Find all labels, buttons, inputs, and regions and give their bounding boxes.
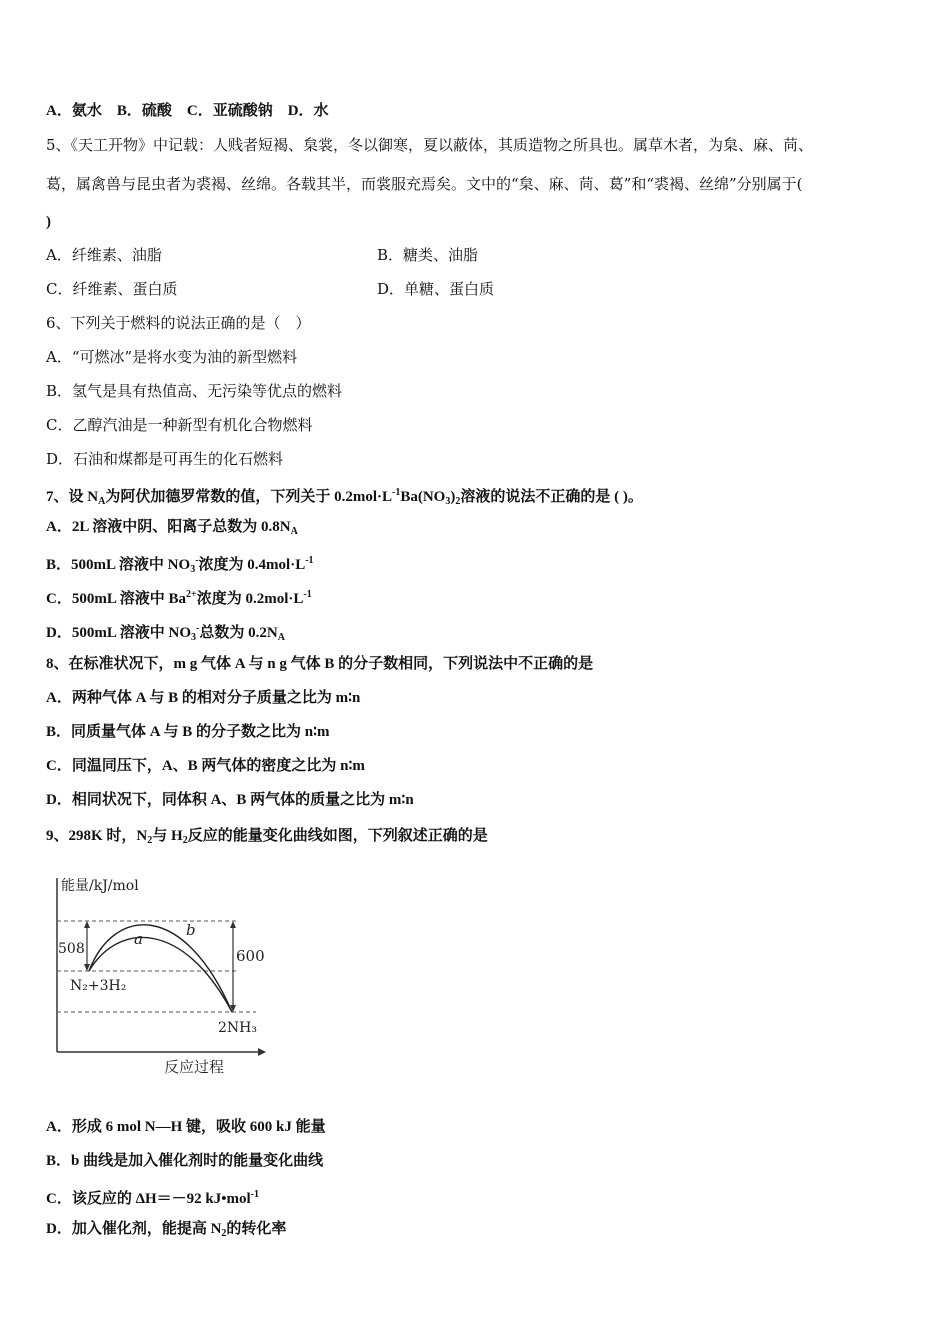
q4-option-c: C．亚硫酸钠 — [186, 103, 273, 119]
arrow-600-head-top — [230, 921, 236, 928]
arrow-508-head-top — [84, 921, 90, 928]
q6-option-c: C．乙醇汽油是一种新型有机化合物燃料 — [46, 416, 313, 434]
q7-option-b: B．500mL 溶液中 $NO_3^-$浓度为 $0.4mol\cdot L^{-1}$ — [46, 555, 314, 575]
q9-option-d: D．加入催化剂，能提高 $N_2$的转化率 — [46, 1221, 287, 1239]
q5-stem-line1: 5、《天工开物》中记载：人贱者短褐、枲裳，冬以御寒，夏以蔽体，其质造物之所具也。属草木者，为枲、麻、苘、 — [46, 136, 814, 154]
q7-stem: 7、设 $N_A$为阿伏加德罗常数的值，下列关于 $0.2mol\cdot L^{-1}Ba(NO_3)_2$溶液的说法不正确的是 ( )。 — [46, 487, 643, 507]
curve-b — [89, 925, 232, 1012]
curve-a — [89, 937, 232, 1012]
q4-option-b: B．硫酸 — [116, 103, 172, 119]
q4-option-a: A．氨水 — [46, 103, 102, 119]
q9-stem: 9、298K 时，$N_2$与 $H_2$反应的能量变化曲线如图，下列叙述正确的是 — [46, 828, 488, 846]
x-axis-arrow — [258, 1048, 266, 1056]
q7-option-d: D．500mL 溶液中 $NO_3^-$总数为 $0.2N_A$ — [46, 623, 285, 643]
q9-option-b: B．b 曲线是加入催化剂时的能量变化曲线 — [46, 1153, 324, 1169]
q7-option-a: A．2L 溶液中阴、阳离子总数为 $0.8N_A$ — [46, 519, 298, 537]
q8-option-d: D．相同状况下，同体积 A、B 两气体的质量之比为 m∶n — [46, 792, 414, 808]
q5-stem-line3: ) — [46, 214, 51, 230]
q8-option-c: C．同温同压下，A、B 两气体的密度之比为 n∶m — [46, 758, 365, 774]
q8-option-b: B．同质量气体 A 与 B 的分子数之比为 n∶m — [46, 724, 330, 740]
q5-option-a: A．纤维素、油脂 — [46, 246, 162, 264]
label-600: 600 — [236, 947, 265, 965]
q9-option-c: C．该反应的 ΔH＝－92 kJ•mol$^{-1}$ — [46, 1189, 260, 1207]
q5-option-b: B．糖类、油脂 — [377, 246, 479, 264]
curve-b-label: b — [186, 921, 196, 939]
y-axis-label: 能量/kJ/mol — [61, 878, 139, 894]
q6-stem: 6、下列关于燃料的说法正确的是（ ） — [46, 314, 311, 332]
curve-a-label: a — [134, 930, 143, 948]
q5-option-d: D．单糖、蛋白质 — [377, 280, 495, 298]
q8-stem: 8、在标准状况下，m g 气体 A 与 n g 气体 B 的分子数相同，下列说法中不正确的是 — [46, 656, 594, 672]
q6-option-b: B．氢气是具有热值高、无污染等优点的燃料 — [46, 382, 343, 400]
product-label: 2NH₃ — [218, 1020, 257, 1036]
q7-option-c: C．500mL 溶液中 $Ba^{2+}$浓度为 $0.2mol\cdot L^{-1}$ — [46, 589, 312, 607]
q4-option-d: D．水 — [287, 103, 329, 119]
label-508: 508 — [58, 941, 85, 957]
q6-option-a: A．“可燃冰”是将水变为油的新型燃料 — [46, 348, 298, 366]
energy-diagram — [44, 866, 274, 1081]
reactants-label: N₂+3H₂ — [70, 978, 127, 994]
q4-options — [46, 101, 329, 121]
q5-stem-line2: 葛，属禽兽与昆虫者为裘褐、丝绵。各载其半，而裳服充焉矣。文中的“枲、麻、苘、葛”和“裘褐、丝绵”分别属于( — [46, 175, 803, 193]
q8-option-a: A．两种气体 A 与 B 的相对分子质量之比为 m∶n — [46, 690, 361, 706]
q9-option-a: A．形成 6 mol N—H 键，吸收 600 kJ 能量 — [46, 1119, 326, 1135]
q6-option-d: D．石油和煤都是可再生的化石燃料 — [46, 450, 284, 468]
x-axis-label: 反应过程 — [164, 1058, 225, 1076]
q5-option-c: C．纤维素、蛋白质 — [46, 280, 178, 298]
